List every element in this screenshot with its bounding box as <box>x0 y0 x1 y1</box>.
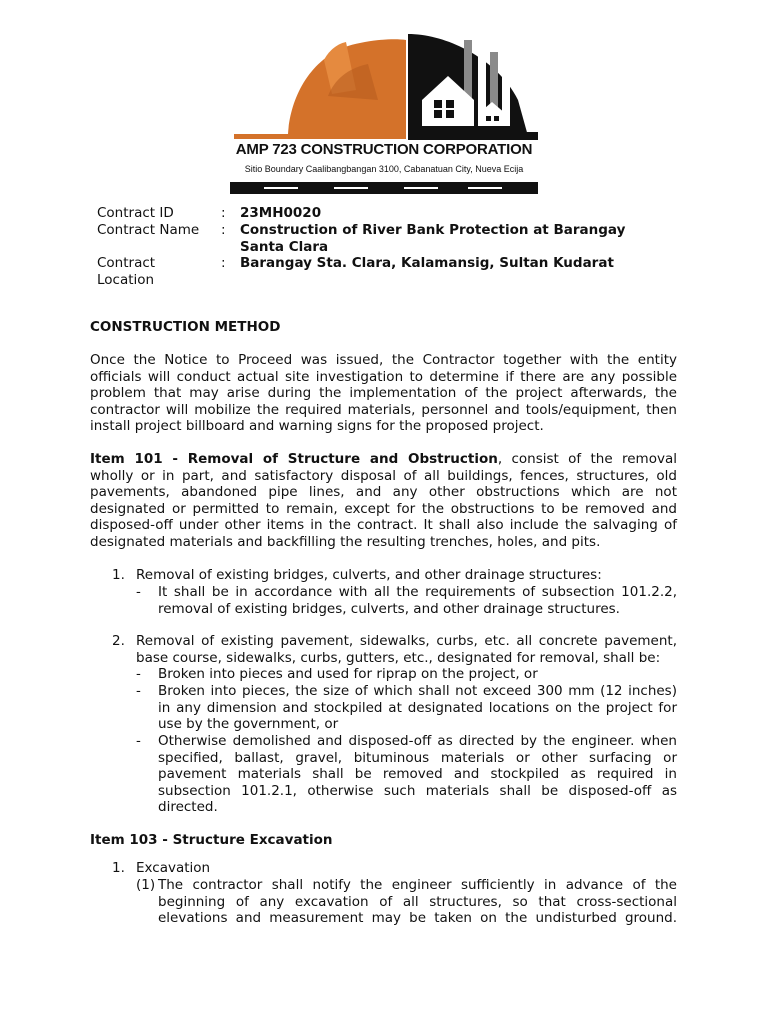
construction-method-heading: CONSTRUCTION METHOD <box>90 319 281 335</box>
company-logo <box>228 30 540 196</box>
list-item-1: Removal of existing bridges, culverts, and other drainage structures: <box>136 567 602 583</box>
list-item-2-b: Broken into pieces, the size of which shall not exceed 300 mm (12 inches) in any dimension and stockpiled at designated locations on the project for use by the government, or <box>158 683 677 732</box>
contract-id-value: 23MH0020 <box>240 205 322 221</box>
contract-id-label: Contract ID <box>97 205 174 221</box>
hardhat-house-icon <box>228 30 540 142</box>
item-103-heading: Item 103 - Structure Excavation <box>90 832 333 848</box>
excavation-subheading: Excavation <box>136 860 211 876</box>
contract-name-value: Construction of River Bank Protection at Barangay Santa Clara <box>240 222 626 255</box>
intro-paragraph: Once the Notice to Proceed was issued, the Contractor together with the entity officials will conduct actual site investigation to determine if there are any possible problem that may arise during the implementation of the project afterwards, the contractor will mobilize the required materials, personnel and tools/equipment, then install project billboard and warning signs for the proposed project. <box>90 352 677 434</box>
contract-name-label: Contract Name <box>97 222 200 238</box>
list-item-2-c: Otherwise demolished and disposed-off as directed by the engineer. when specified, ballast, gravel, bituminous materials or other surfacing or pavement materials shall be removed and stockpiled as required in subsection 101.2.1, otherwise such materials shall be disposed-off as directed. <box>158 733 677 815</box>
list-item-1-sub: It shall be in accordance with all the requirements of subsection 101.2.2, removal of existing bridges, culverts, and other drainage structures. <box>158 584 677 617</box>
logo-bar <box>230 182 538 194</box>
company-name: AMP 723 CONSTRUCTION CORPORATION <box>235 141 533 158</box>
list-item-2: Removal of existing pavement, sidewalks, curbs, etc. all concrete pavement, base course, sidewalks, curbs, gutters, etc., designated for removal, shall be: <box>136 633 677 666</box>
document-page: AMP 723 CONSTRUCTION CORPORATION Sitio Boundary Caalibangbangan 3100, Cabanatuan City, Nueva Ecija Contract ID : 23MH0020 Contract Name : Construction of River Bank Protection at Barangay Santa Clara Contract Location : Barangay Sta. Clara, Kalamansig, Sultan Kudarat CONSTRUCTION METHOD Once the Notice to Proceed was issued, the Contractor together with the entity officials will conduct actual site investigation to determine if there are any possible problem that may arise during the implementation of the project afterwards, the contractor will mobilize the required materials, personnel and tools/equipment, then install project billboard and warning signs for the proposed project. Item 101 - Removal of Structure and Obstruction, consist of the removal wholly or in part, and satisfactory disposal of all buildings, fences, structures, old pavements, abandoned pipe lines, and any other obstructions which are not designated or permitted to remain, except for the obstructions to be removed and disposed-off under other items in the contract. It shall also include the salvaging of designated materials and backfilling the resulting trenches, holes, and pits. 1. Removal of existing bridges, culverts, and other drainage structures: - It shall be in accordance with all the requirements of subsection 101.2.2, removal of existing bridges, culverts, and other drainage structures. 2. Removal of existing pavement, sidewalks, curbs, etc. all concrete pavement, base course, sidewalks, curbs, gutters, etc., designated for removal, shall be: - Broken into pieces and used for riprap on the project, or - Broken into pieces, the size of which shall not exceed 300 mm (12 inches) in any dimension and stockpiled at designated locations on the project for use by the government, or - Otherwise demolished and disposed-off as directed by the engineer. when specified, ballast, gravel, bituminous materials or other surfacing or pavement materials shall be removed and stockpiled as required in subsection 101.2.1, otherwise such materials shall be disposed-off as directed. Item 103 - Structure Excavation 1. Excavation (1) The contractor shall notify the engineer sufficiently in advance of the beginning of any excavation of all structures, so that cross-sectional elevations and measurement may be taken on the undisturbed ground. <box>0 0 768 1024</box>
list-item-2-a: Broken into pieces and used for riprap on the project, or <box>158 666 538 682</box>
item-101-title: Item 101 - Removal of Structure and Obstruction <box>90 451 498 467</box>
item-101-paragraph: Item 101 - Removal of Structure and Obstruction, consist of the removal wholly or in part, and satisfactory disposal of all buildings, fences, structures, old pavements, abandoned pipe lines, and any other obstructions which are not designated or permitted to remain, except for the obstructions to be removed and disposed-off under other items in the contract. It shall also include the salvaging of designated materials and backfilling the resulting trenches, holes, and pits. <box>90 451 677 550</box>
contract-location-value: Barangay Sta. Clara, Kalamansig, Sultan Kudarat <box>240 255 614 271</box>
contract-location-label: Contract Location <box>97 255 156 288</box>
excavation-paragraph: The contractor shall notify the engineer sufficiently in advance of the beginning of any excavation of all structures, so that cross-sectional elevations and measurement may be taken on the undisturbed ground. <box>158 877 677 926</box>
company-address: Sitio Boundary Caalibangbangan 3100, Cabanatuan City, Nueva Ecija <box>244 164 524 174</box>
